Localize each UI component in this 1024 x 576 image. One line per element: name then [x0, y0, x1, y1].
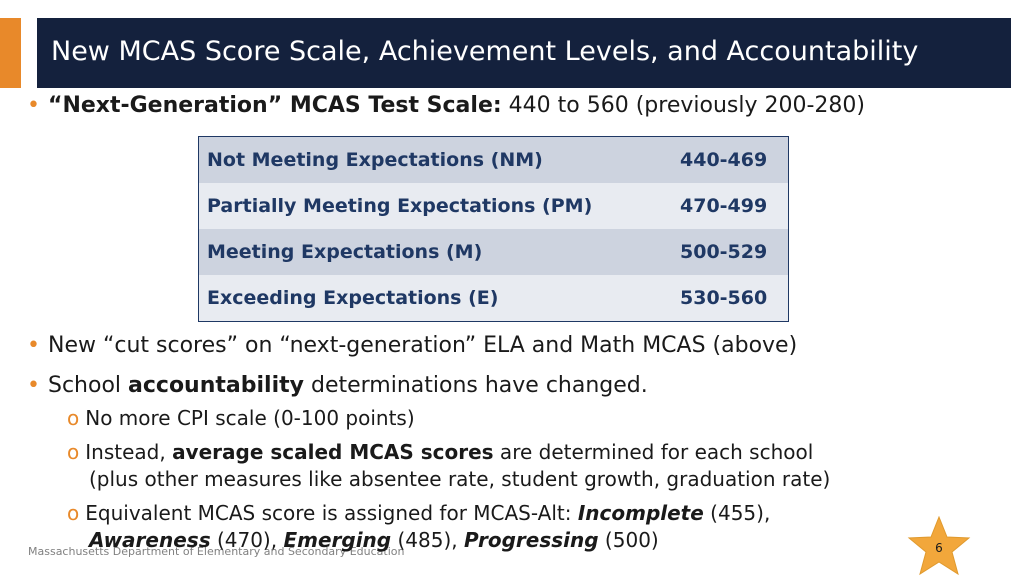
level-range: 440-469 [672, 137, 789, 184]
value-incomplete: (455), [703, 501, 771, 525]
bullet-icon: • [27, 93, 40, 118]
value-progressing: (500) [598, 528, 659, 552]
value-emerging: (485), [391, 528, 464, 552]
accountability-pre: School [47, 373, 129, 398]
bullet-test-scale [27, 91, 865, 121]
table-row [199, 275, 789, 322]
level-range: 500-529 [672, 229, 789, 275]
average-continuation: (plus other measures like absentee rate, student growth, graduation rate) [89, 467, 831, 491]
table-row [199, 229, 789, 275]
title-bar [37, 18, 1011, 88]
sub-bullet-icon: o [67, 406, 80, 430]
cpi-text: No more CPI scale (0-100 points) [85, 406, 415, 430]
level-label: Not Meeting Expectations (NM) [199, 137, 673, 184]
level-label: Meeting Expectations (M) [199, 229, 673, 275]
term-incomplete: Incomplete [577, 501, 704, 525]
average-bold: average scaled MCAS scores [172, 440, 494, 464]
average-pre: Instead, [85, 440, 173, 464]
term-awareness: Awareness [89, 528, 211, 552]
sub-bullet-average-scores [67, 439, 813, 465]
footer-organization: Massachusetts Department of Elementary and Secondary Education [28, 545, 405, 558]
sub-bullet-icon: o [67, 440, 80, 464]
term-progressing: Progressing [463, 528, 599, 552]
value-awareness: (470), [210, 528, 284, 552]
level-range: 470-499 [672, 183, 789, 229]
table-row [199, 137, 789, 184]
level-label: Partially Meeting Expectations (PM) [199, 183, 673, 229]
accountability-bold: accountability [128, 373, 304, 398]
sub-bullet-icon: o [67, 501, 80, 525]
sub-bullet-mcas-alt [67, 500, 770, 526]
bullet-icon: • [27, 373, 40, 398]
level-label: Exceeding Expectations (E) [199, 275, 673, 322]
accountability-post: determinations have changed. [303, 373, 648, 398]
sub-bullet-cpi [67, 405, 415, 431]
mcas-alt-continuation [89, 527, 659, 553]
bullet-accountability [27, 371, 648, 401]
accent-bar [0, 18, 21, 88]
cut-scores-text: New “cut scores” on “next-generation” ELA and Math MCAS (above) [47, 333, 798, 358]
slide-title: New MCAS Score Scale, Achievement Levels, and Accountability [51, 36, 919, 67]
mcas-alt-pre: Equivalent MCAS score is assigned for MCAS-Alt: [85, 501, 578, 525]
test-scale-label: “Next-Generation” MCAS Test Scale: [47, 93, 502, 118]
bullet-cut-scores [27, 331, 797, 361]
term-emerging: Emerging [283, 528, 392, 552]
page-number: 6 [935, 541, 943, 555]
test-scale-value: 440 to 560 (previously 200-280) [501, 93, 865, 118]
achievement-levels-table [198, 136, 789, 322]
bullet-icon: • [27, 333, 40, 358]
average-post: are determined for each school [493, 440, 814, 464]
level-range: 530-560 [672, 275, 789, 322]
table-row [199, 183, 789, 229]
